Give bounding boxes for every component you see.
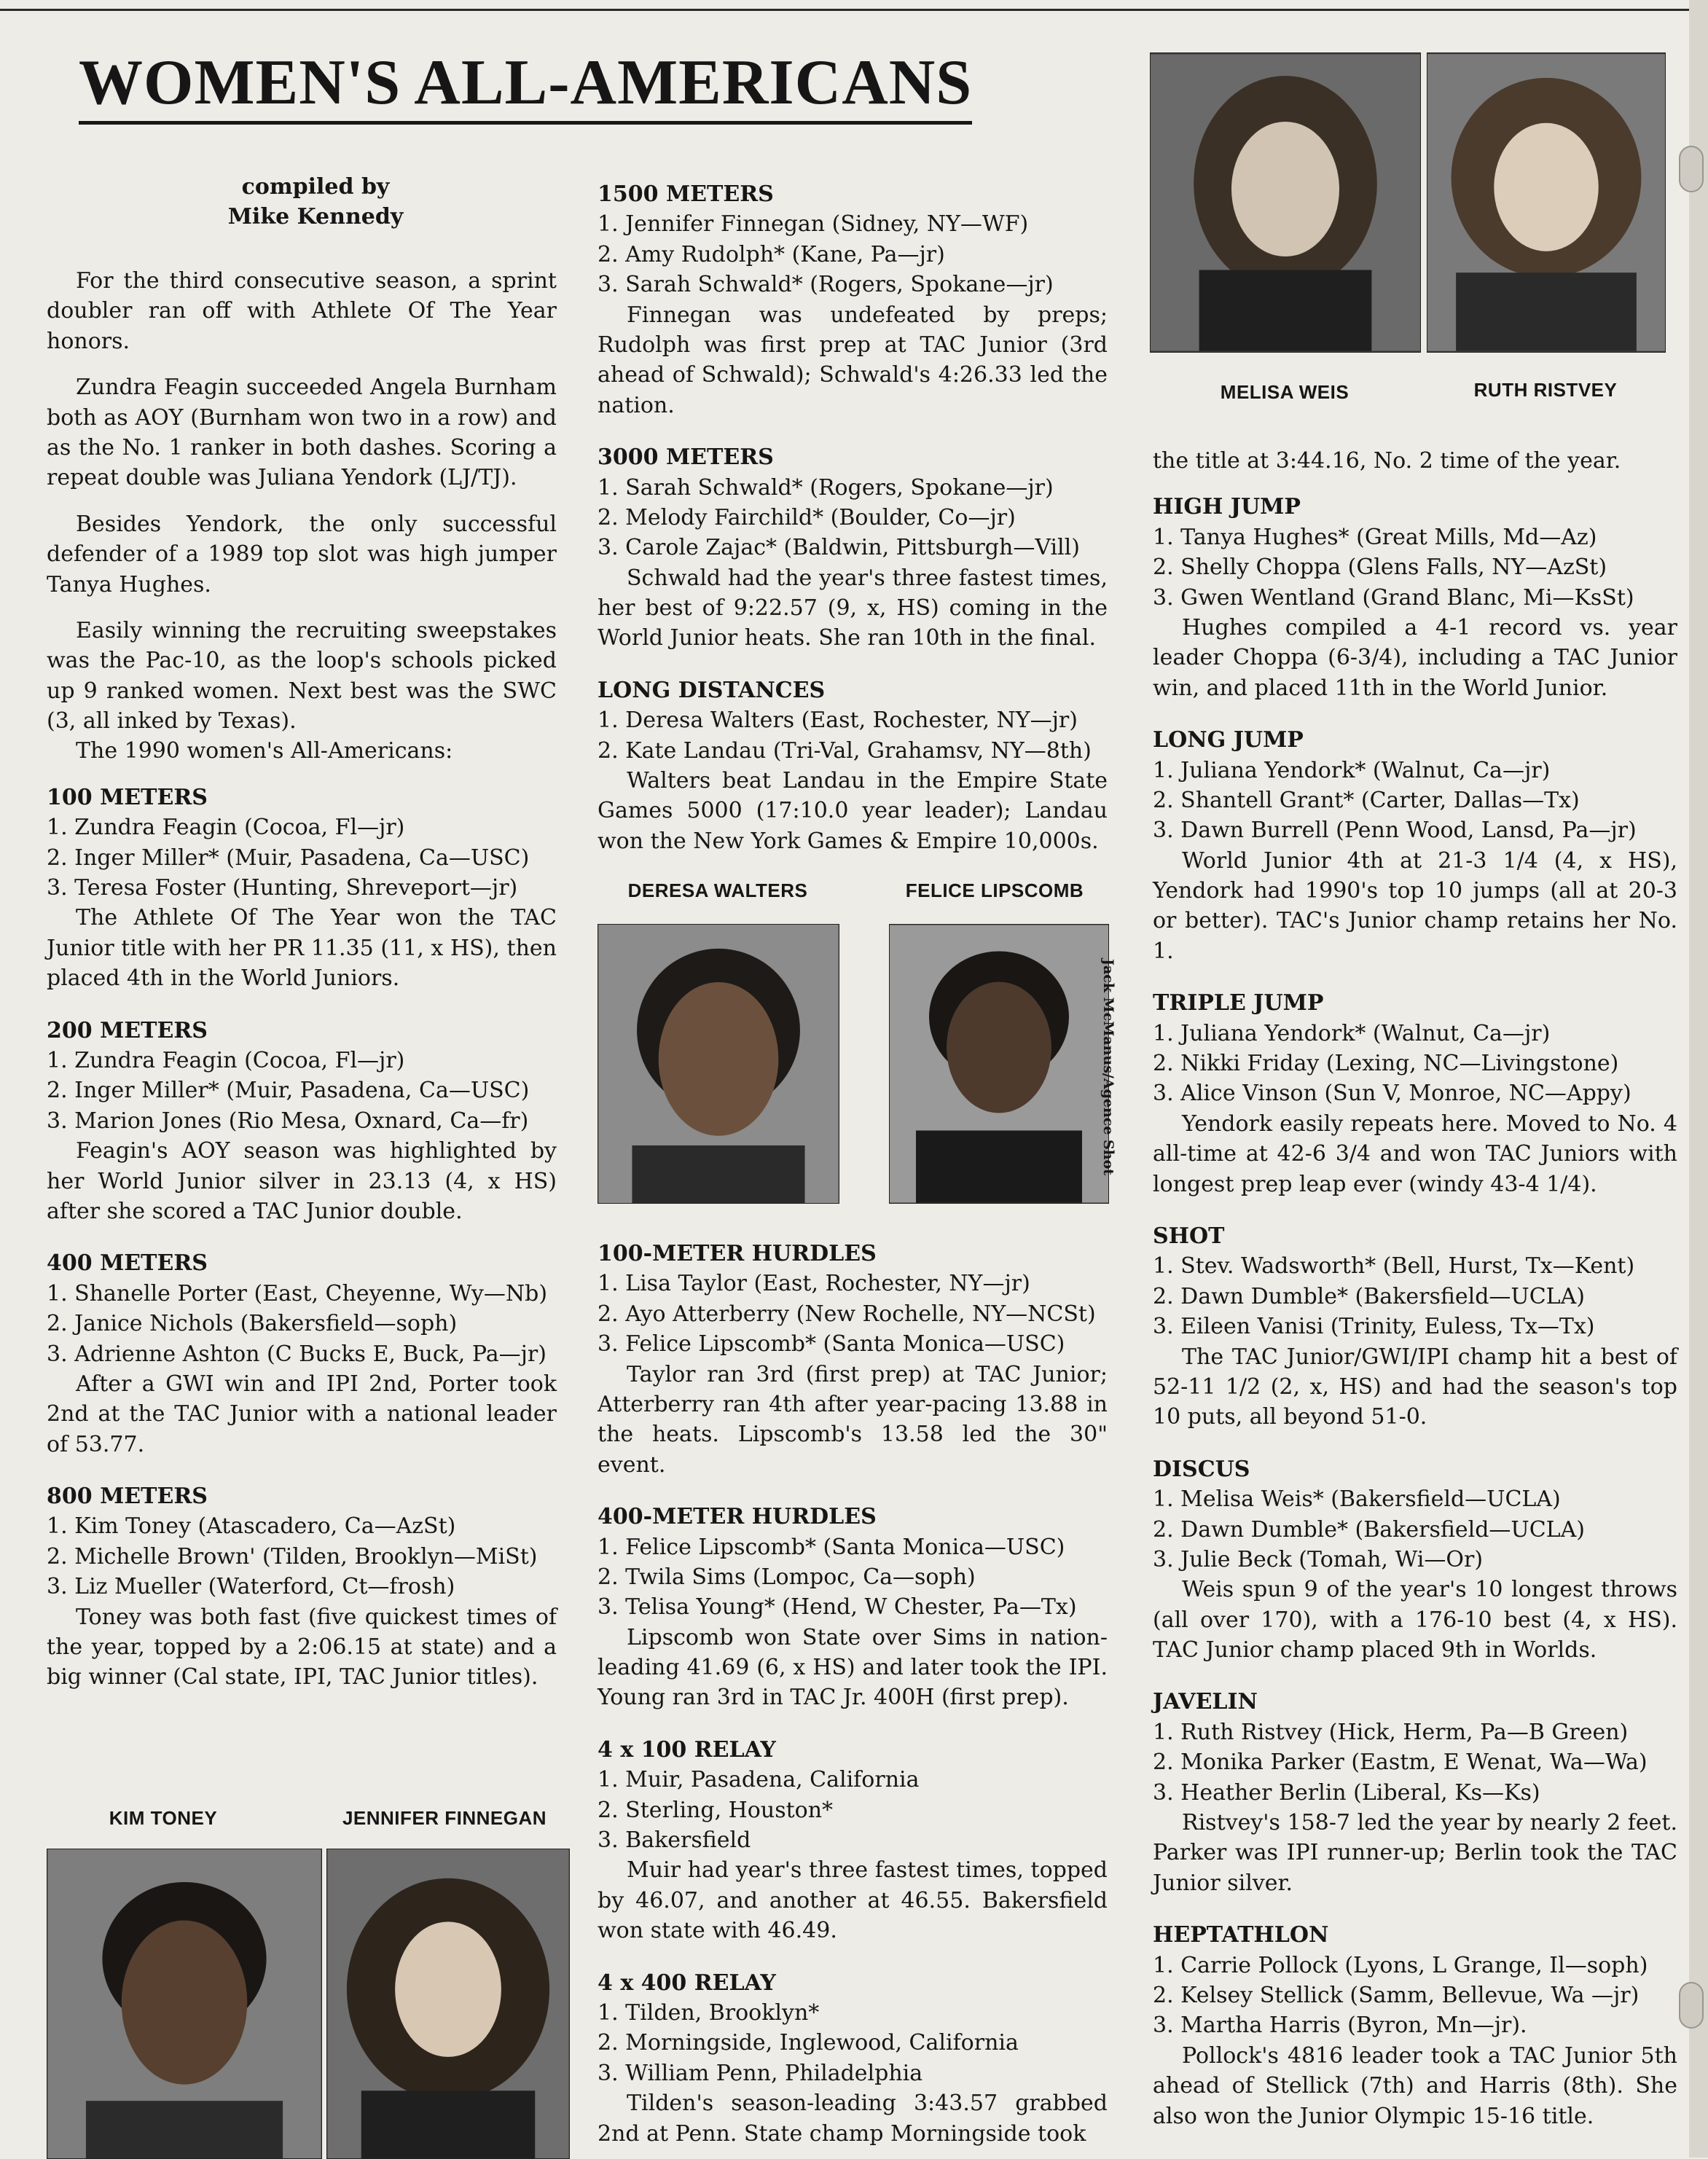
intro-paragraph: Zundra Feagin succeeded Angela Burnham both as AOY (Burnham won two in a row) and as the No. 1 ranker in both dashes. Scoring a repeat double was Juliana Yendork (LJ/TJ). (47, 375, 557, 491)
ranking-entry: 1. Sarah Schwald* (Rogers, Spokane—jr) (598, 474, 1054, 501)
event-section (47, 1481, 557, 1693)
ranking-entry: 1. Jennifer Finnegan (Sidney, NY—WF) (598, 211, 1029, 238)
article-title: WOMEN'S ALL-AMERICANS (79, 51, 972, 125)
event-heading: 400 METERS (47, 1250, 208, 1277)
event-section (47, 783, 557, 994)
ranking-entry: 2. Melody Fairchild* (Boulder, Co—jr) (598, 504, 1016, 530)
event-note: Finnegan was undefeated by preps; Rudolph was first prep at TAC Junior (3rd ahead of Schwald); Schwald's 4:26.33 led the nation. (598, 302, 1108, 418)
ranking-entry: 3. Teresa Foster (Hunting, Shreveport—jr) (47, 875, 518, 901)
ranking-entry: 1. Zundra Feagin (Cocoa, Fl—jr) (47, 1047, 405, 1073)
ranking-entry: 2. Twila Sims (Lompoc, Ca—soph) (598, 1564, 976, 1590)
event-heading: LONG DISTANCES (598, 677, 826, 703)
byline-author: Mike Kennedy (227, 204, 404, 230)
event-heading: LONG JUMP (1153, 727, 1304, 753)
ranking-entry: 2. Shantell Grant* (Carter, Dallas—Tx) (1153, 787, 1580, 813)
event-section (598, 1502, 1108, 1713)
ranking-entry: 1. Juliana Yendork* (Walnut, Ca—jr) (1153, 1020, 1551, 1046)
ranking-entry: 1. Felice Lipscomb* (Santa Monica—USC) (598, 1534, 1065, 1560)
event-section (47, 1248, 557, 1459)
byline (79, 172, 552, 232)
ranking-entry: 2. Morningside, Inglewood, California (598, 2030, 1019, 2056)
ranking-entry: 1. Zundra Feagin (Cocoa, Fl—jr) (47, 815, 405, 841)
ranking-entry: 1. Tanya Hughes* (Great Mills, Md—Az) (1153, 524, 1597, 550)
ranking-entry: 2. Michelle Brown' (Tilden, Brooklyn—MiSt) (47, 1543, 538, 1570)
event-note: The Athlete Of The Year won the TAC Junior title with her PR 11.35 (11, x HS), then placed 4th in the World Juniors. (47, 905, 557, 992)
event-heading: HIGH JUMP (1153, 494, 1301, 520)
event-note: Muir had year's three fastest times, topped by 46.07, and another at 46.55. Bakersfield won state with 46.49. (598, 1857, 1108, 1944)
event-section (598, 1968, 1108, 2149)
ranking-entry: 2. Inger Miller* (Muir, Pasadena, Ca—USC) (47, 845, 530, 871)
top-rule (0, 9, 1708, 11)
ranking-entry: 3. Julie Beck (Tomah, Wi—Or) (1153, 1546, 1484, 1572)
event-note: Lipscomb won State over Sims in nation-leading 41.69 (6, x HS) and later took the IPI. Young ran 3rd in TAC Jr. 400H (first prep). (598, 1624, 1108, 1711)
ranking-entry: 3. William Penn, Philadelphia (598, 2060, 923, 2086)
event-section (598, 1735, 1108, 1946)
caption-felice-lipscomb: FELICE LIPSCOMB (905, 879, 1084, 901)
event-heading: 4 x 100 RELAY (598, 1736, 776, 1763)
event-section (1153, 1687, 1677, 1898)
ranking-entry: 3. Dawn Burrell (Penn Wood, Lansd, Pa—jr) (1153, 818, 1637, 844)
event-note: Feagin's AOY season was highlighted by her World Junior silver in 23.13 (4, x HS) after she scored a TAC Junior double. (47, 1138, 557, 1224)
col2-bottom-sections (598, 1239, 1108, 2149)
photo-melisa-weis (1150, 52, 1421, 353)
event-section (598, 1239, 1108, 1480)
column-1 (47, 266, 557, 1693)
event-heading: 1500 METERS (598, 181, 774, 207)
event-heading: JAVELIN (1153, 1689, 1258, 1715)
ranking-entry: 2. Monika Parker (Eastm, E Wenat, Wa—Wa) (1153, 1749, 1648, 1776)
event-note: Toney was both fast (five quickest times of the year, topped by a 2:06.15 at state) and a big winner (Cal state, IPI, TAC Junior titles). (47, 1604, 557, 1690)
caption-ruth-ristvey: RUTH RISTVEY (1473, 379, 1618, 401)
ranking-entry: 2. Amy Rudolph* (Kane, Pa—jr) (598, 241, 945, 267)
ranking-entry: 3. Adrienne Ashton (C Bucks E, Buck, Pa—jr) (47, 1341, 547, 1367)
ranking-entry: 3. Eileen Vanisi (Trinity, Euless, Tx—Tx) (1153, 1314, 1595, 1340)
ranking-entry: 1. Juliana Yendork* (Walnut, Ca—jr) (1153, 757, 1551, 783)
ranking-entry: 1. Stev. Wadsworth* (Bell, Hurst, Tx—Kent) (1153, 1253, 1635, 1280)
intro-paragraph: The 1990 women's All-Americans: (76, 738, 453, 764)
ranking-entry: 3. Martha Harris (Byron, Mn—jr). (1153, 2013, 1527, 2039)
event-section (1153, 1920, 1677, 2131)
intro-paragraph: Easily winning the recruiting sweepstakes was the Pac-10, as the loop's schools picked up 9 ranked women. Next best was the SWC (3, all inked by Texas). (47, 617, 557, 734)
event-section (1153, 492, 1677, 703)
ranking-entry: 3. Bakersfield (598, 1827, 751, 1854)
event-note: After a GWI win and IPI 2nd, Porter took 2nd at the TAC Junior with a national leader of 53.77. (47, 1371, 557, 1457)
ranking-entry: 3. Alice Vinson (Sun V, Monroe, NC—Appy) (1153, 1081, 1631, 1107)
event-note: Tilden's season-leading 3:43.57 grabbed 2nd at Penn. State champ Morningside took (598, 2091, 1108, 2147)
ranking-entry: 2. Ayo Atterberry (New Rochelle, NY—NCSt) (598, 1301, 1096, 1327)
ranking-entry: 3. Carole Zajac* (Baldwin, Pittsburgh—Vill) (598, 535, 1080, 561)
event-section (47, 1016, 557, 1227)
caption-deresa-walters: DERESA WALTERS (627, 879, 808, 901)
event-note: Ristvey's 158-7 led the year by nearly 2 feet. Parker was IPI runner-up; Berlin took the TAC Junior silver. (1153, 1810, 1677, 1896)
byline-label: compiled by (241, 174, 390, 200)
ranking-entry: 1. Shanelle Porter (East, Cheyenne, Wy—Nb) (47, 1280, 548, 1306)
photo-credit: Jack McManus/Agence Shot (1100, 959, 1116, 1176)
ranking-entry: 1. Tilden, Brooklyn* (598, 1999, 820, 2026)
ranking-entry: 2. Janice Nichols (Bakersfield—soph) (47, 1311, 458, 1337)
col3-sections (1153, 492, 1677, 2131)
binder-hole (1679, 1982, 1704, 2029)
event-note: Yendork easily repeats here. Moved to No. 4 all-time at 42-6 3/4 and won TAC Juniors with longest prep leap ever (windy 43-4 1/4). (1153, 1110, 1677, 1197)
column-2-lower (598, 1239, 1108, 2149)
event-note: World Junior 4th at 21-3 1/4 (4, x HS), Yendork had 1990's top 10 jumps (all at 20-3 or better). TAC's Junior champ retains her No. 1. (1153, 847, 1677, 964)
event-heading: 4 x 400 RELAY (598, 1970, 776, 1996)
ranking-entry: 2. Inger Miller* (Muir, Pasadena, Ca—USC) (47, 1078, 530, 1104)
event-note: Taylor ran 3rd (first prep) at TAC Junior; Atterberry ran 4th after year-pacing 13.88 in the heats. Lipscomb's 13.58 led the 30" event. (598, 1361, 1108, 1478)
ranking-entry: 2. Nikki Friday (Lexing, NC—Livingstone) (1153, 1051, 1619, 1077)
ranking-entry: 3. Liz Mueller (Waterford, Ct—frosh) (47, 1574, 455, 1600)
event-heading: 800 METERS (47, 1484, 208, 1510)
event-note: Pollock's 4816 leader took a TAC Junior 5th ahead of Stellick (7th) and Harris (8th). She also won the Junior Olympic 15-16 title. (1153, 2042, 1677, 2129)
ranking-entry: 2. Sterling, Houston* (598, 1797, 834, 1823)
event-note: Weis spun 9 of the year's 10 longest throws (all over 170), with a 176-10 best (4, x HS). TAC Junior champ placed 9th in Worlds. (1153, 1577, 1677, 1664)
photo-deresa-walters (598, 924, 839, 1204)
photo-felice-lipscomb (889, 924, 1109, 1204)
column-3 (1153, 446, 1677, 2131)
ranking-entry: 3. Heather Berlin (Liberal, Ks—Ks) (1153, 1779, 1540, 1806)
ranking-entry: 2. Shelly Choppa (Glens Falls, NY—AzSt) (1153, 555, 1607, 581)
binder-hole (1679, 146, 1704, 192)
event-heading: 400-METER HURDLES (598, 1504, 877, 1530)
ranking-entry: 1. Ruth Ristvey (Hick, Herm, Pa—B Green) (1153, 1719, 1629, 1745)
col2-top-sections (598, 179, 1108, 856)
page-edge (1689, 0, 1708, 2158)
ranking-entry: 1. Deresa Walters (East, Rochester, NY—jr) (598, 708, 1078, 734)
event-heading: TRIPLE JUMP (1153, 990, 1324, 1016)
event-section (598, 442, 1108, 654)
ranking-entry: 1. Muir, Pasadena, California (598, 1767, 920, 1793)
col1-sections (47, 783, 557, 1693)
intro-paragraph: For the third consecutive season, a sprint doubler ran off with Athlete Of The Year honors. (47, 268, 557, 354)
photo-kim-toney (47, 1849, 322, 2159)
event-note: The TAC Junior/GWI/IPI champ hit a best of 52-11 1/2 (2, x, HS) and had the season's top 10 puts, all beyond 51-0. (1153, 1344, 1677, 1430)
ranking-entry: 3. Marion Jones (Rio Mesa, Oxnard, Ca—fr) (47, 1108, 529, 1134)
caption-jennifer-finnegan: JENNIFER FINNEGAN (342, 1807, 547, 1829)
caption-kim-toney: KIM TONEY (109, 1807, 218, 1829)
event-section (598, 675, 1108, 856)
event-heading: 100 METERS (47, 784, 208, 810)
event-heading: 100-METER HURDLES (598, 1241, 877, 1266)
intro-paragraph: Besides Yendork, the only successful defender of a 1989 top slot was high jumper Tanya Hughes. (47, 511, 557, 597)
event-heading: 3000 METERS (598, 444, 774, 471)
ranking-entry: 1. Melisa Weis* (Bakersfield—UCLA) (1153, 1486, 1561, 1513)
photo-ruth-ristvey (1427, 52, 1666, 353)
event-section (598, 179, 1108, 420)
ranking-entry: 2. Kate Landau (Tri-Val, Grahamsv, NY—8th) (598, 737, 1092, 764)
event-section (1153, 1221, 1677, 1433)
ranking-entry: 3. Sarah Schwald* (Rogers, Spokane—jr) (598, 272, 1054, 298)
event-heading: SHOT (1153, 1223, 1225, 1249)
event-heading: DISCUS (1153, 1456, 1250, 1482)
caption-melisa-weis: MELISA WEIS (1220, 381, 1349, 403)
ranking-entry: 2. Kelsey Stellick (Samm, Bellevue, Wa —jr) (1153, 1982, 1640, 2008)
event-note: Hughes compiled a 4-1 record vs. year leader Choppa (6-3/4), including a TAC Junior win, and placed 11th in the World Junior. (1153, 614, 1677, 701)
ranking-entry: 3. Telisa Young* (Hend, W Chester, Pa—Tx) (598, 1594, 1077, 1621)
event-heading: 200 METERS (47, 1017, 208, 1043)
continued-note: the title at 3:44.16, No. 2 time of the year. (1153, 448, 1621, 474)
event-note: Walters beat Landau in the Empire State Games 5000 (17:10.0 year leader); Landau won the New York Games & Empire 10,000s. (598, 768, 1108, 854)
ranking-entry: 1. Carrie Pollock (Lyons, L Grange, Il—soph) (1153, 1952, 1648, 1978)
ranking-entry: 2. Dawn Dumble* (Bakersfield—UCLA) (1153, 1283, 1585, 1309)
event-section (1153, 1454, 1677, 1666)
event-note: Schwald had the year's three fastest times, her best of 9:22.57 (9, x, HS) coming in the World Junior heats. She ran 10th in the final. (598, 565, 1108, 651)
ranking-entry: 2. Dawn Dumble* (Bakersfield—UCLA) (1153, 1516, 1585, 1543)
ranking-entry: 1. Kim Toney (Atascadero, Ca—AzSt) (47, 1513, 456, 1540)
column-2 (598, 179, 1108, 856)
photo-jennifer-finnegan (326, 1849, 570, 2159)
ranking-entry: 3. Felice Lipscomb* (Santa Monica—USC) (598, 1331, 1065, 1357)
ranking-entry: 1. Lisa Taylor (East, Rochester, NY—jr) (598, 1271, 1030, 1297)
event-section (1153, 725, 1677, 966)
event-heading: HEPTATHLON (1153, 1922, 1329, 1948)
event-section (1153, 988, 1677, 1199)
ranking-entry: 3. Gwen Wentland (Grand Blanc, Mi—KsSt) (1153, 584, 1634, 611)
